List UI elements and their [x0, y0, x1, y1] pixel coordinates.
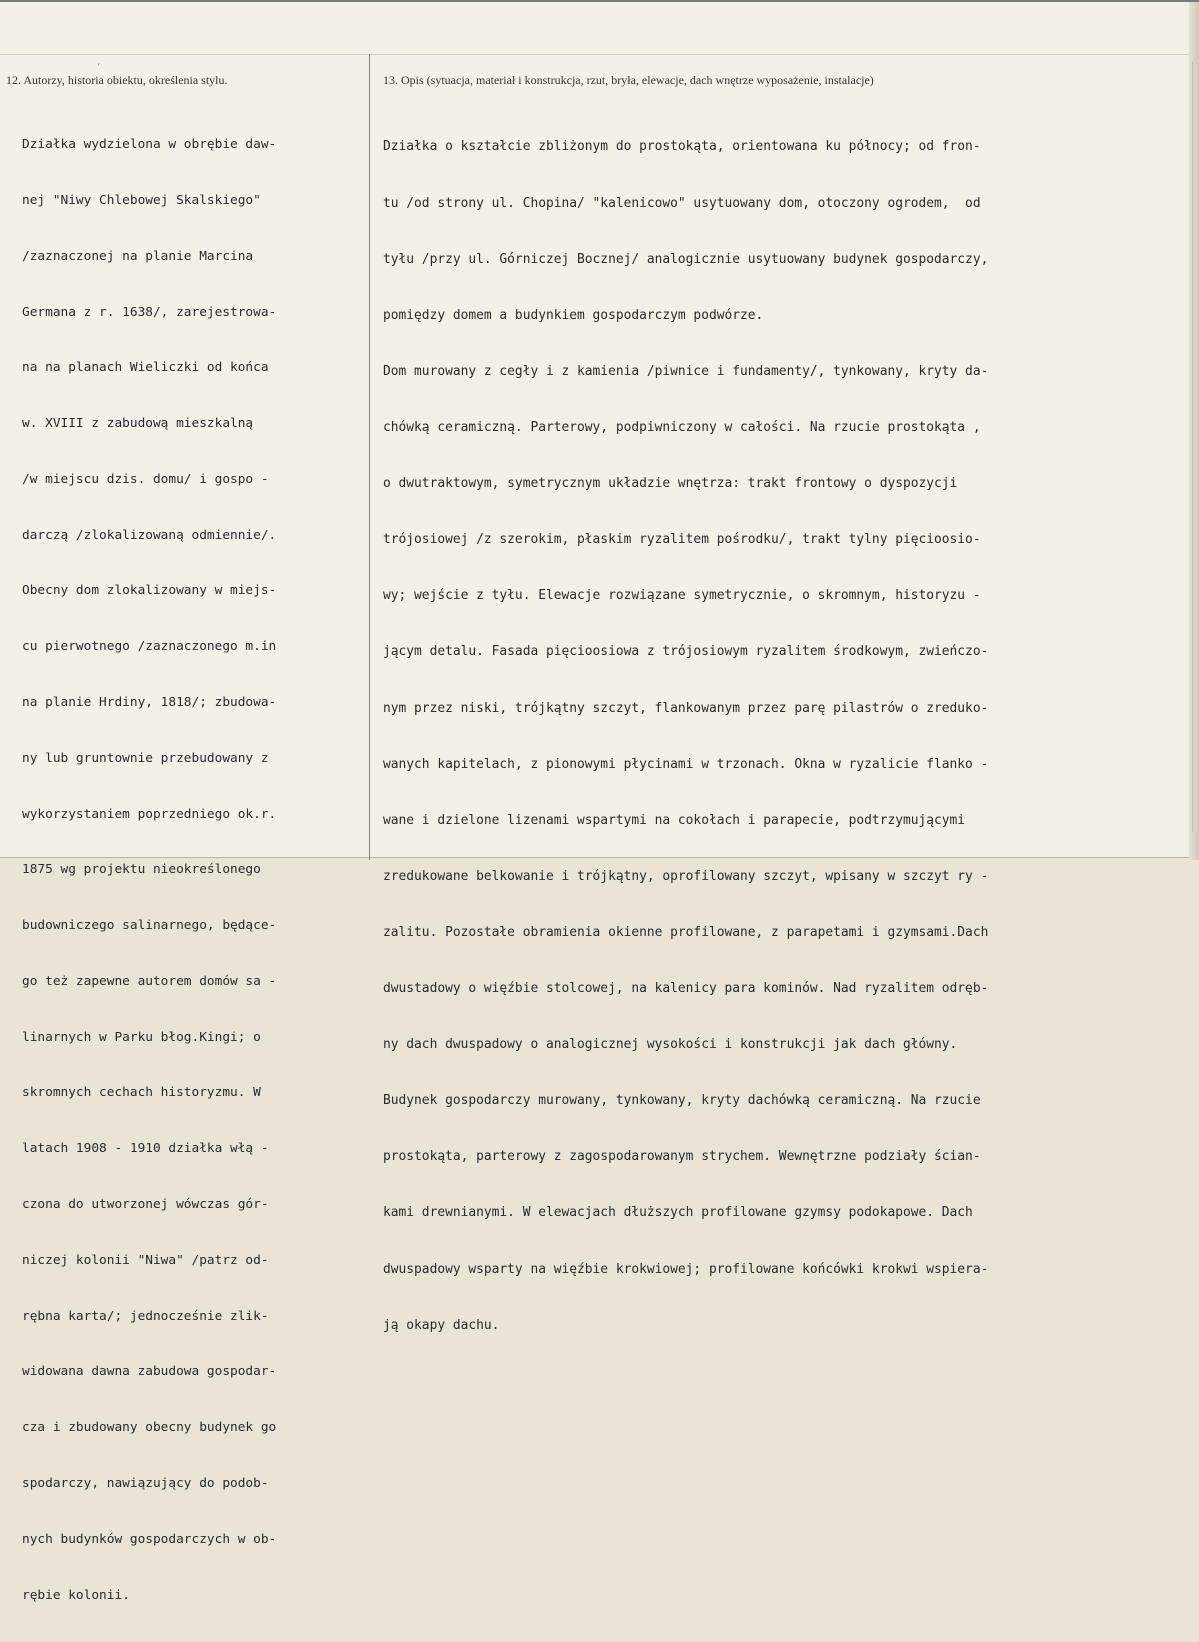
text-line: dwustadowy o więźbie stolcowej, na kalenicy para kominów. Nad ryzalitem odręb- — [383, 981, 989, 997]
text-line: skromnych cechach historyzmu. W — [22, 1085, 261, 1101]
text-line: ją okapy dachu. — [383, 1317, 500, 1333]
text-line: Budynek gospodarczy murowany, tynkowany, kryty dachówką ceramiczną. Na rzucie — [383, 1093, 981, 1109]
text-line: ny lub gruntownie przebudowany z — [22, 750, 269, 766]
pencil-mark: ' — [98, 62, 100, 72]
edge-line — [1192, 62, 1193, 832]
text-line: zredukowane belkowanie i trójkątny, oprofilowany szczyt, wpisany w szczyt ry - — [383, 868, 989, 884]
text-line: tyłu /przy ul. Górniczej Bocznej/ analogicznie usytuowany budynek gospodarczy, — [383, 251, 989, 267]
text-line: go też zapewne autorem domów sa - — [22, 973, 277, 989]
text-line: w. XVIII z zabudową mieszkalną — [22, 416, 254, 432]
text-line: wane i dzielone lizenami wspartymi na cokołach i parapecie, podtrzymującymi — [383, 812, 966, 828]
text-line: trójosiowej /z szerokim, płaskim ryzalitem pośrodku/, trakt tylny pięcioosio- — [383, 532, 981, 548]
text-line: na planie Hrdiny, 1818/; zbudowa- — [22, 695, 277, 710]
text-line: kami drewnianymi. W elewacjach dłuższych profilowane gzymsy podokapowe. Dach — [383, 1205, 973, 1221]
text-line: chówką ceramiczną. Parterowy, podpiwniczony w całości. Na rzucie prostokąta , — [383, 419, 981, 435]
text-line: darczą /zlokalizowaną odmiennie/. — [22, 527, 277, 543]
text-line: czona do utworzonej wówczas gór- — [22, 1197, 269, 1213]
text-line: Działka wydzielona w obrębie daw- — [22, 137, 277, 153]
text-line: spodarczy, nawiązujący do podob- — [22, 1475, 269, 1491]
text-line: wykorzystaniem poprzedniego ok.r. — [22, 806, 277, 822]
text-line: prostokąta, parterowy z zagospodarowanym strychem. Wewnętrzne podziały ścian- — [383, 1149, 981, 1165]
history-text-column — [22, 99, 276, 1642]
section-13-heading: 13. Opis (sytuacja, materiał i konstrukcja, rzut, bryła, elewacje, dach wnętrze wyposażenie, instalacje) — [383, 73, 874, 87]
text-line: cza i zbudowany obecny budynek go — [22, 1420, 277, 1436]
text-line: Germana z r. 1638/, zarejestrowa- — [22, 304, 277, 320]
text-line: Działka o kształcie zbliżonym do prostokąta, orientowana ku północy; od fron- — [383, 139, 981, 155]
text-line: niczej kolonii "Niwa" /patrz od- — [22, 1252, 269, 1268]
text-line: nej "Niwy Chlebowej Skalskiego" — [22, 192, 261, 208]
text-line: dwuspadowy wsparty na więźbie krokwiowej; profilowane końcówki krokwi wspiera- — [383, 1261, 989, 1277]
text-line: wanych kapitelach, z pionowymi płycinami w trzonach. Okna w ryzalicie flanko - — [383, 756, 989, 772]
text-line: jącym detalu. Fasada pięcioosiowa z trójosiowym ryzalitem środkowym, zwieńczo- — [383, 644, 989, 660]
text-line: na na planach Wieliczki od końca — [22, 360, 269, 376]
column-divider — [369, 54, 370, 860]
text-line: /w miejscu dzis. domu/ i gospo - — [22, 471, 269, 487]
text-line: pomiędzy domem a budynkiem gospodarczym podwórze. — [383, 307, 764, 323]
description-text-column — [383, 101, 988, 1373]
top-rule — [0, 54, 1190, 55]
section-12-heading: 12. Autorzy, historia obiektu, określenia stylu. — [6, 73, 228, 87]
text-line: o dwutraktowym, symetrycznym układzie wnętrza: trakt frontowy o dyspozycji — [383, 476, 958, 492]
text-line: budowniczego salinarnego, będące- — [22, 918, 277, 934]
text-line: zalitu. Pozostałe obramienia okienne profilowane, z parapetami i gzymsami.Dach — [383, 924, 989, 940]
text-line: latach 1908 - 1910 działka włą - — [22, 1141, 269, 1157]
text-line: 1875 wg projektu nieokreślonego — [22, 862, 261, 878]
text-line: nym przez niski, trójkątny szczyt, flankowanym przez parę pilastrów o zreduko- — [383, 700, 989, 716]
text-line: widowana dawna zabudowa gospodar- — [22, 1364, 277, 1380]
text-line: ny dach dwuspadowy o analogicznej wysokości i konstrukcji jak dach główny. — [383, 1037, 958, 1053]
text-line: rębie kolonii. — [22, 1587, 130, 1603]
text-line: wy; wejście z tyłu. Elewacje rozwiązane symetrycznie, o skromnym, historyzu - — [383, 588, 981, 604]
text-line: rębna karta/; jednocześnie zlik- — [22, 1308, 269, 1324]
text-line: nych budynków gospodarczych w ob- — [22, 1531, 277, 1547]
text-line: /zaznaczonej na planie Marcina — [22, 248, 254, 264]
text-line: tu /od strony ul. Chopina/ "kalenicowo" usytuowany dom, otoczony ogrodem, od — [383, 195, 981, 211]
text-line: cu pierwotnego /zaznaczonego m.in — [22, 639, 277, 655]
text-line: Dom murowany z cegły i z kamienia /piwnice i fundamenty/, tynkowany, kryty da- — [383, 363, 989, 379]
card-right-edge — [1189, 2, 1199, 860]
text-line: Obecny dom zlokalizowany w miejs- — [22, 583, 277, 599]
text-line: linarnych w Parku błog.Kingi; o — [22, 1029, 261, 1045]
